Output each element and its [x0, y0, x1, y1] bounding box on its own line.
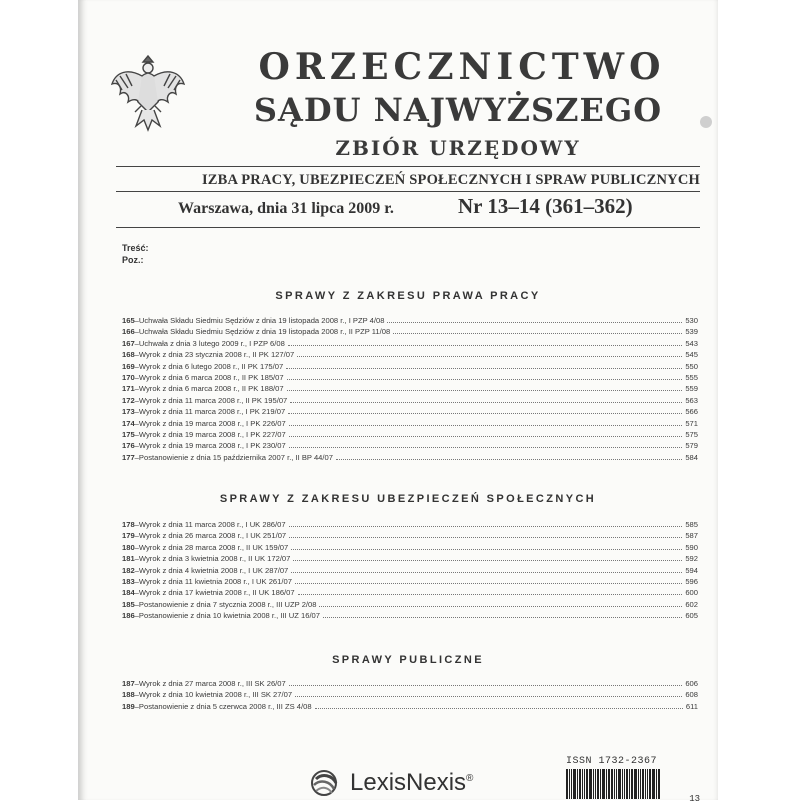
entry-number: 172	[122, 395, 135, 405]
header-divider-top	[116, 166, 700, 167]
barcode-bar	[571, 769, 572, 799]
toc-entry	[122, 609, 698, 620]
entries-labour-law	[122, 314, 698, 462]
entry-leader-dots	[287, 382, 683, 391]
entry-title: Postanowienie z dnia 5 czerwca 2008 r., III ZS 4/08	[138, 701, 312, 711]
barcode-bar	[586, 769, 588, 799]
header-divider-middle	[116, 191, 700, 192]
barcode-bar	[642, 769, 644, 799]
entry-page: 579	[685, 441, 698, 451]
entry-leader-dots	[288, 337, 683, 346]
entry-leader-dots	[289, 677, 683, 686]
entry-leader-dots	[290, 394, 682, 403]
section-heading-public-affairs: SPRAWY PUBLICZNE	[332, 654, 484, 666]
entry-number: 175	[122, 429, 135, 439]
entry-leader-dots	[323, 609, 682, 618]
entry-leader-dots	[291, 541, 682, 550]
entry-page: 585	[685, 520, 698, 529]
barcode-bar	[566, 769, 568, 799]
entry-title: Uchwała Składu Siedmiu Sędziów z dnia 19 listopada 2008 r., I PZP 4/08	[138, 316, 385, 325]
toc-entry	[122, 529, 698, 540]
entry-page: 596	[685, 576, 698, 586]
entry-separator: –	[134, 542, 139, 552]
issn-barcode-block	[566, 756, 700, 804]
entry-page: 587	[685, 531, 698, 541]
lexisnexis-swirl-icon	[310, 769, 344, 797]
entry-page: 545	[685, 350, 698, 360]
entry-title: Wyrok z dnia 4 kwietnia 2008 r., I UK 287/07	[138, 565, 289, 575]
toc-entry	[122, 677, 698, 688]
issn-number: ISSN 1732-2367	[566, 756, 658, 767]
barcode-bar	[573, 769, 576, 799]
entry-title: Wyrok z dnia 19 marca 2008 r., I PK 227/07	[138, 429, 286, 439]
entry-number: 183	[122, 576, 135, 586]
barcode-bar	[634, 769, 637, 799]
entry-leader-dots	[319, 598, 682, 607]
issue-date: Warszawa, dnia 31 lipca 2009 r.	[178, 200, 394, 217]
entry-page: 566	[685, 407, 698, 417]
barcode-bar	[618, 769, 621, 799]
entry-separator: –	[134, 407, 139, 417]
barcode-bar	[652, 769, 655, 799]
entry-separator: –	[134, 452, 139, 462]
entry-separator: –	[134, 701, 139, 711]
publication-subtitle: ZBIÓR URZĘDOWY	[335, 136, 581, 160]
toc-contents-label: Treść:	[122, 243, 149, 253]
entry-page: 563	[685, 395, 698, 405]
toc-labels	[122, 242, 149, 266]
entry-page: 539	[685, 327, 698, 337]
barcode-bar	[622, 769, 623, 799]
entry-leader-dots	[297, 348, 682, 357]
entry-separator: –	[134, 338, 139, 348]
entry-leader-dots	[289, 417, 683, 426]
toc-entry	[122, 541, 698, 552]
barcode-bar	[589, 769, 592, 799]
entry-page: 550	[685, 361, 698, 371]
barcode-bar	[597, 769, 599, 799]
entry-leader-dots	[293, 552, 682, 561]
entry-number: 171	[122, 384, 135, 394]
section-heading-labour-law: SPRAWY Z ZAKRESU PRAWA PRACY	[275, 290, 541, 302]
entry-title: Wyrok z dnia 19 marca 2008 r., I PK 230/07	[138, 441, 286, 451]
barcode-bar	[656, 769, 657, 799]
entry-leader-dots	[288, 405, 682, 414]
entry-leader-dots	[289, 428, 683, 437]
barcode-bar	[569, 769, 570, 799]
entry-page: 606	[685, 679, 698, 688]
barcode-bar	[616, 769, 617, 799]
toc-entry	[122, 598, 698, 609]
toc-entry	[122, 371, 698, 382]
entry-leader-dots	[291, 564, 682, 573]
toc-entry	[122, 428, 698, 439]
entry-number: 170	[122, 372, 135, 382]
entry-leader-dots	[289, 518, 683, 527]
entry-separator: –	[134, 316, 139, 325]
barcode-bar	[584, 769, 585, 799]
entry-page: 559	[685, 384, 698, 394]
entry-title: Wyrok z dnia 27 marca 2008 r., III SK 26/07	[138, 679, 286, 688]
entry-page: 555	[685, 372, 698, 382]
barcode-bar	[608, 769, 610, 799]
entry-leader-dots	[295, 575, 682, 584]
section-heading-social-insurance: SPRAWY Z ZAKRESU UBEZPIECZEŃ SPOŁECZNYCH	[219, 493, 597, 505]
entry-title: Postanowienie z dnia 15 października 2007 r., II BP 44/07	[138, 452, 333, 462]
barcode	[566, 769, 700, 799]
entry-page: 592	[685, 554, 698, 564]
entry-number: 168	[122, 350, 135, 360]
entry-number: 182	[122, 565, 135, 575]
barcode-bar	[631, 769, 633, 799]
barcode-bar	[606, 769, 607, 799]
entry-separator: –	[134, 679, 139, 688]
entry-leader-dots	[393, 325, 682, 334]
toc-entry	[122, 552, 698, 563]
barcode-bar	[626, 769, 628, 799]
barcode-bar	[593, 769, 594, 799]
entry-page: 600	[685, 588, 698, 598]
entry-number: 177	[122, 452, 135, 462]
entry-leader-dots	[315, 700, 683, 709]
entry-number: 185	[122, 599, 135, 609]
barcode-bar	[649, 769, 651, 799]
barcode-bar	[595, 769, 596, 799]
entry-page: 605	[685, 611, 698, 621]
entry-title: Wyrok z dnia 23 stycznia 2008 r., II PK 127/07	[138, 350, 295, 360]
toc-entry	[122, 337, 698, 348]
entry-title: Wyrok z dnia 11 marca 2008 r., I PK 219/07	[138, 407, 286, 417]
toc-entry	[122, 394, 698, 405]
barcode-bar	[647, 769, 648, 799]
polish-eagle-emblem	[108, 50, 188, 134]
entry-title: Wyrok z dnia 10 kwietnia 2008 r., III SK 27/07	[138, 690, 293, 700]
entry-number: 186	[122, 611, 135, 621]
barcode-bar	[638, 769, 639, 799]
entry-title: Wyrok z dnia 11 marca 2008 r., II PK 195/07	[138, 395, 288, 405]
entry-number: 184	[122, 588, 135, 598]
barcode-bar	[658, 769, 660, 799]
barcode-bar	[611, 769, 613, 799]
toc-entry	[122, 360, 698, 371]
toc-entry	[122, 382, 698, 393]
barcode-bar	[577, 769, 578, 799]
entry-separator: –	[134, 599, 139, 609]
entry-page: 602	[685, 599, 698, 609]
entry-separator: –	[134, 554, 139, 564]
entry-separator: –	[134, 384, 139, 394]
entry-separator: –	[134, 576, 139, 586]
header-divider-bottom	[116, 227, 700, 228]
entry-separator: –	[134, 350, 139, 360]
entries-social-insurance	[122, 518, 698, 621]
entry-number: 165	[122, 316, 135, 325]
entry-leader-dots	[298, 586, 683, 595]
entry-title: Wyrok z dnia 3 kwietnia 2008 r., II UK 172/07	[138, 554, 291, 564]
toc-entry	[122, 688, 698, 699]
entry-number: 181	[122, 554, 135, 564]
entry-title: Wyrok z dnia 28 marca 2008 r., II UK 159/07	[138, 542, 289, 552]
barcode-bar	[579, 769, 581, 799]
chamber-name: IZBA PRACY, UBEZPIECZEŃ SPOŁECZNYCH I SPRAW PUBLICZNYCH	[201, 172, 700, 188]
entry-title: Wyrok z dnia 6 lutego 2008 r., II PK 175/07	[138, 361, 284, 371]
entry-page: 584	[685, 452, 698, 462]
toc-entry	[122, 575, 698, 586]
entry-separator: –	[134, 372, 139, 382]
entry-title: Wyrok z dnia 11 kwietnia 2008 r., I UK 261/07	[138, 576, 292, 586]
entry-separator: –	[134, 520, 139, 529]
entry-separator: –	[134, 327, 139, 337]
entry-separator: –	[134, 690, 139, 700]
toc-entry	[122, 700, 698, 711]
entry-leader-dots	[286, 360, 682, 369]
entry-leader-dots	[287, 371, 683, 380]
entries-public-affairs	[122, 677, 698, 711]
entry-separator: –	[134, 361, 139, 371]
entry-number: 174	[122, 418, 135, 428]
toc-entry	[122, 314, 698, 325]
entry-number: 188	[122, 690, 135, 700]
publisher-name: LexisNexis®	[350, 769, 474, 796]
entry-number: 166	[122, 327, 135, 337]
entry-leader-dots	[387, 314, 682, 323]
entry-title: Postanowienie z dnia 10 kwietnia 2008 r., III UZ 16/07	[138, 611, 320, 621]
entry-page: 530	[685, 316, 698, 325]
entry-separator: –	[134, 611, 139, 621]
barcode-bar	[645, 769, 646, 799]
toc-entry	[122, 348, 698, 359]
entry-title: Wyrok z dnia 11 marca 2008 r., I UK 286/07	[138, 520, 286, 529]
entry-title: Wyrok z dnia 6 marca 2008 r., II PK 185/07	[138, 372, 284, 382]
document-page	[78, 0, 718, 804]
entry-title: Uchwała z dnia 3 lutego 2009 r., I PZP 6/08	[138, 338, 285, 348]
entry-separator: –	[134, 441, 139, 451]
barcode-suffix: 13	[689, 794, 700, 804]
entry-page: 594	[685, 565, 698, 575]
publication-title-line2: SĄDU NAJWYŻSZEGO	[253, 91, 663, 129]
toc-entry	[122, 405, 698, 416]
toc-position-label: Poz.:	[122, 255, 144, 265]
entry-separator: –	[134, 418, 139, 428]
entry-title: Wyrok z dnia 26 marca 2008 r., I UK 251/07	[138, 531, 287, 541]
toc-entry	[122, 417, 698, 428]
barcode-bar	[600, 769, 601, 799]
toc-entry	[122, 518, 698, 529]
entry-number: 178	[122, 520, 135, 529]
entry-title: Wyrok z dnia 17 kwietnia 2008 r., II UK 186/07	[138, 588, 295, 598]
entry-page: 575	[685, 429, 698, 439]
entry-number: 180	[122, 542, 135, 552]
entry-number: 176	[122, 441, 135, 451]
entry-leader-dots	[295, 688, 682, 697]
entry-title: Postanowienie z dnia 7 stycznia 2008 r., III UZP 2/08	[138, 599, 317, 609]
barcode-bar	[602, 769, 605, 799]
entry-number: 179	[122, 531, 135, 541]
entry-title: Wyrok z dnia 19 marca 2008 r., I PK 226/07	[138, 418, 286, 428]
entry-page: 608	[685, 690, 698, 700]
entry-title: Wyrok z dnia 6 marca 2008 r., II PK 188/07	[138, 384, 284, 394]
entry-page: 571	[685, 418, 698, 428]
entry-number: 173	[122, 407, 135, 417]
entry-number: 187	[122, 679, 135, 688]
entry-number: 169	[122, 361, 135, 371]
entry-separator: –	[134, 531, 139, 541]
entry-leader-dots	[289, 439, 683, 448]
entry-leader-dots	[336, 451, 682, 460]
entry-separator: –	[134, 429, 139, 439]
barcode-bar	[629, 769, 630, 799]
publisher-logo	[310, 769, 473, 797]
entry-separator: –	[134, 565, 139, 575]
entry-page: 590	[685, 542, 698, 552]
toc-entry	[122, 564, 698, 575]
toc-entry	[122, 325, 698, 336]
publication-title-line1: ORZECZNICTWO	[258, 46, 666, 88]
entry-separator: –	[134, 588, 139, 598]
entry-page: 611	[685, 701, 698, 711]
toc-entry	[122, 439, 698, 450]
entry-separator: –	[134, 395, 139, 405]
entry-number: 189	[122, 701, 135, 711]
toc-entry	[122, 451, 698, 462]
barcode-bar	[624, 769, 625, 799]
toc-entry	[122, 586, 698, 597]
entry-leader-dots	[289, 529, 682, 538]
barcode-bar	[640, 769, 641, 799]
barcode-bar	[614, 769, 615, 799]
entry-number: 167	[122, 338, 135, 348]
issue-number: Nr 13–14 (361–362)	[458, 194, 633, 218]
entry-page: 543	[685, 338, 698, 348]
page-smudge	[700, 116, 712, 128]
barcode-bar	[582, 769, 583, 799]
entry-title: Uchwała Składu Siedmiu Sędziów z dnia 19 listopada 2008 r., II PZP 11/08	[138, 327, 391, 337]
